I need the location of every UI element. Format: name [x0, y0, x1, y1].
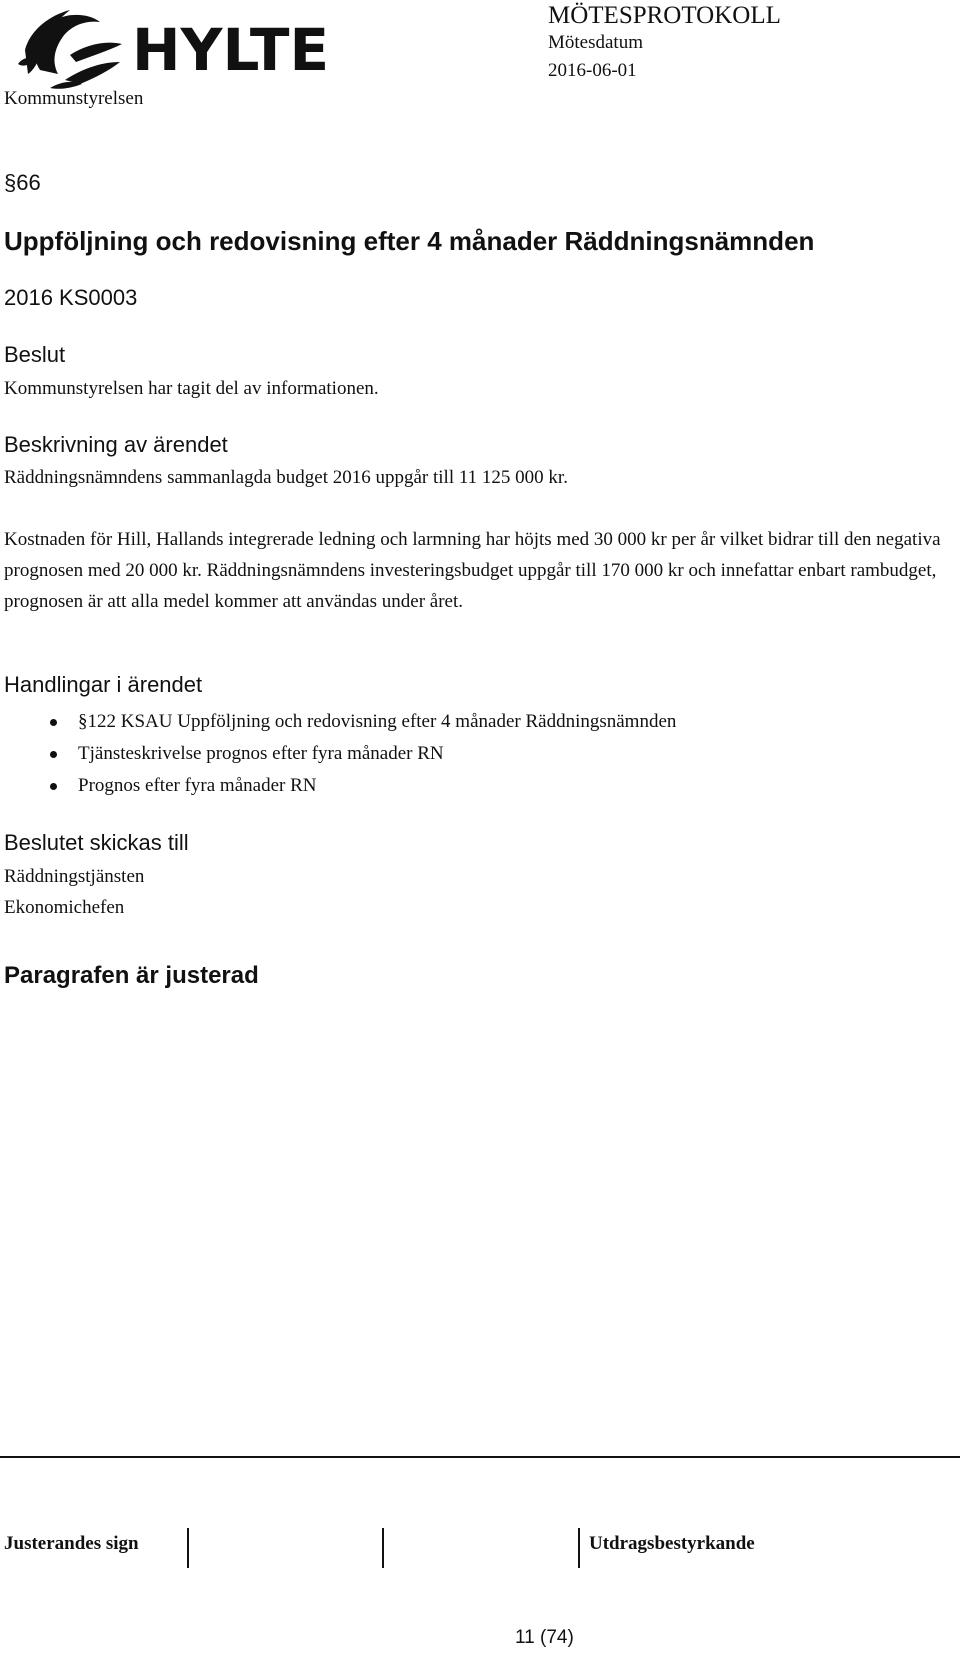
description-budget-line: Räddningsnämndens sammanlagda budget 2016 uppgår till 11 125 000 kr. [4, 467, 568, 488]
paragraph-number: §66 [4, 170, 41, 195]
decision-heading: Beslut [4, 342, 66, 367]
signature-box-divider [578, 1528, 580, 1568]
list-item [50, 706, 676, 738]
documents-heading: Handlingar i ärendet [4, 672, 203, 697]
document-item-label: Tjänsteskrivelse prognos efter fyra månader RN [78, 743, 444, 764]
recipient-item: Räddningstjänsten [4, 866, 145, 887]
description-body: Kostnaden för Hill, Hallands integrerade ledning och larmning har höjts med 30 000 kr per år vilket bidrar till den negativa prognosen med 20 000 kr. Räddningsnämndens investeringsbudget uppgår till 170 000 kr och innefattar enbart rambudget, prognosen är att alla medel kommer att användas under året. [4, 529, 941, 612]
paragraph-title: Uppföljning och redovisning efter 4 månader Räddningsnämnden [4, 226, 815, 256]
signature-box-divider [382, 1528, 384, 1568]
document-type: MÖTESPROTOKOLL [548, 2, 781, 29]
meeting-date-label: Mötesdatum [548, 32, 643, 53]
document-item-label: Prognos efter fyra månader RN [78, 775, 317, 796]
hylte-logo-icon [10, 0, 340, 92]
document-item-label: §122 KSAU Uppföljning och redovisning efter 4 månader Räddningsnämnden [78, 711, 677, 732]
documents-list [50, 706, 676, 802]
decision-text: Kommunstyrelsen har tagit del av informationen. [4, 378, 379, 399]
recipients-heading: Beslutet skickas till [4, 830, 189, 855]
page-number: 11 (74) [515, 1627, 574, 1648]
footer-divider [0, 1456, 960, 1458]
paragraph-verified: Paragrafen är justerad [4, 962, 259, 989]
organization-name: Kommunstyrelsen [4, 88, 144, 109]
bullet-icon [50, 783, 57, 790]
hylte-logo [10, 0, 340, 92]
list-item [50, 770, 676, 802]
description-heading: Beskrivning av ärendet [4, 432, 228, 457]
list-item [50, 738, 676, 770]
meeting-date-value: 2016-06-01 [548, 60, 637, 81]
extract-certification-label: Utdragsbestyrkande [589, 1533, 755, 1554]
recipient-item: Ekonomichefen [4, 897, 125, 918]
signature-label: Justerandes sign [4, 1533, 139, 1554]
bullet-icon [50, 719, 57, 726]
logo-text: HYLTE [132, 16, 330, 84]
signature-box-divider [187, 1528, 189, 1568]
case-number: 2016 KS0003 [4, 285, 138, 310]
bullet-icon [50, 751, 57, 758]
